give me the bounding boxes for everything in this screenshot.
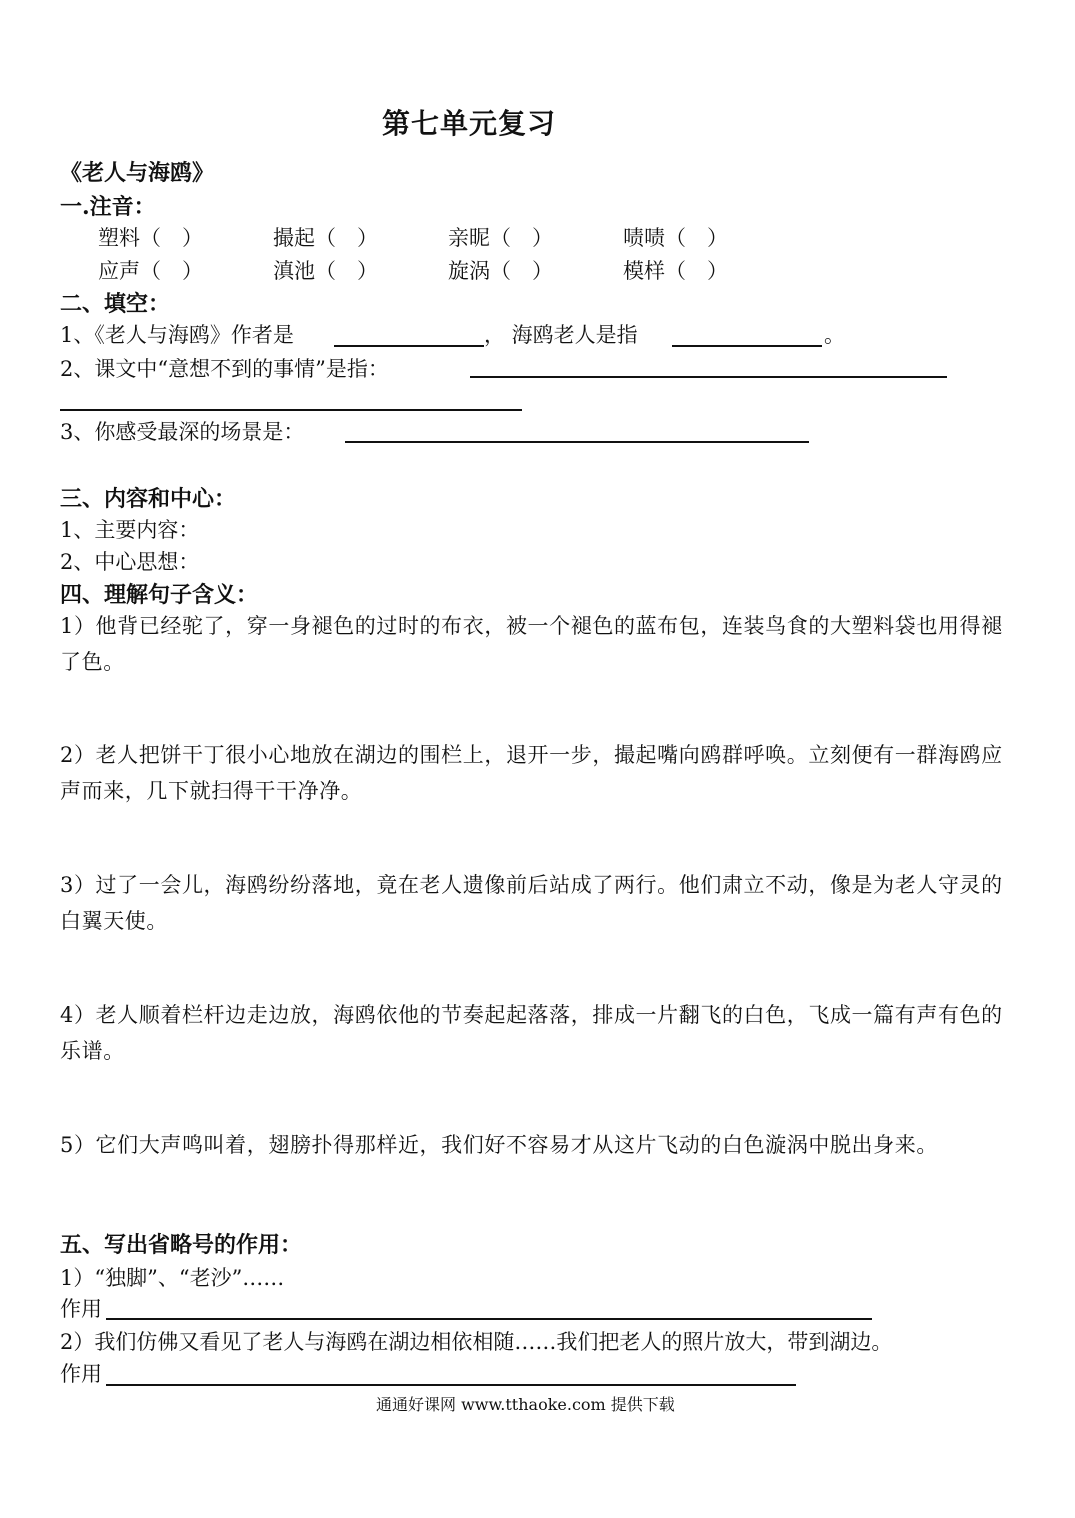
section-1-heading: 一.注音： <box>60 194 156 220</box>
ellipsis-q2: 2）我们仿佛又看见了老人与海鸥在湖边相依相随……我们把老人的照片放大，带到湖边。 <box>60 1330 893 1354</box>
sentence-4: 4）老人顺着栏杆边走边放，海鸥依他的节奏起起落落，排成一片翻飞的白色，飞成一篇有声有色的乐谱。 <box>60 1003 1003 1063</box>
page-title: 第七单元复习 <box>382 107 557 140</box>
ellipsis-q1: 1）“独脚”、“老沙”…… <box>60 1266 285 1290</box>
sentence-2: 2）老人把饼干丁很小心地放在湖边的围栏上，退开一步，撮起嘴向鸥群呼唤。立刻便有一群海鸥应声而来，几下就扫得干干净净。 <box>60 743 1003 803</box>
pinyin-item: 啧啧（ ） <box>623 226 728 250</box>
fill-q1-middle: ， 海鸥老人是指 <box>484 323 638 347</box>
answer-line[interactable] <box>470 376 947 378</box>
sentence-3: 3）过了一会儿，海鸥纷纷落地，竟在老人遗像前后站成了两行。他们肃立不动，像是为老人守灵的白翼天使。 <box>60 873 1003 933</box>
sentence-1: 1）他背已经驼了，穿一身褪色的过时的布衣，被一个褪色的蓝布包，连装鸟食的大塑料袋也用得褪了色。 <box>60 614 1003 674</box>
ellipsis-a2-label: 作用 <box>60 1362 102 1386</box>
section-5-heading: 五、写出省略号的作用： <box>60 1232 303 1258</box>
answer-line[interactable] <box>106 1384 796 1386</box>
section-4-heading: 四、理解句子含义： <box>60 582 259 608</box>
ellipsis-a1-label: 作用 <box>60 1297 102 1321</box>
sentence-5: 5）它们大声鸣叫着，翅膀扑得那样近，我们好不容易才从这片飞动的白色漩涡中脱出身来。 <box>60 1133 938 1157</box>
answer-line[interactable] <box>672 345 822 347</box>
answer-line[interactable] <box>60 409 522 411</box>
fill-q1-prefix: 1、《老人与海鸥》作者是 <box>60 323 294 347</box>
answer-line[interactable] <box>106 1318 872 1320</box>
pinyin-item: 滇池（ ） <box>273 259 378 283</box>
pinyin-item: 塑料（ ） <box>98 226 203 250</box>
answer-line[interactable] <box>334 345 484 347</box>
pinyin-item: 应声（ ） <box>98 259 203 283</box>
answer-line[interactable] <box>345 441 809 443</box>
footer-text: 通通好课网 www.tthaoke.com 提供下载 <box>376 1395 675 1414</box>
pinyin-item: 亲昵（ ） <box>448 226 553 250</box>
content-q2: 2、中心思想： <box>60 550 200 574</box>
pinyin-item: 模样（ ） <box>623 259 728 283</box>
content-q1: 1、主要内容： <box>60 518 200 542</box>
lesson-title: 《老人与海鸥》 <box>60 160 215 186</box>
pinyin-item: 旋涡（ ） <box>448 259 553 283</box>
section-2-heading: 二、填空： <box>60 291 171 317</box>
fill-q1-end: 。 <box>824 323 845 347</box>
section-3-heading: 三、内容和中心： <box>60 486 237 512</box>
fill-q3: 3、你感受最深的场景是： <box>60 420 305 444</box>
pinyin-item: 撮起（ ） <box>273 226 378 250</box>
fill-q2: 2、课文中“意想不到的事情”是指： <box>60 357 389 381</box>
